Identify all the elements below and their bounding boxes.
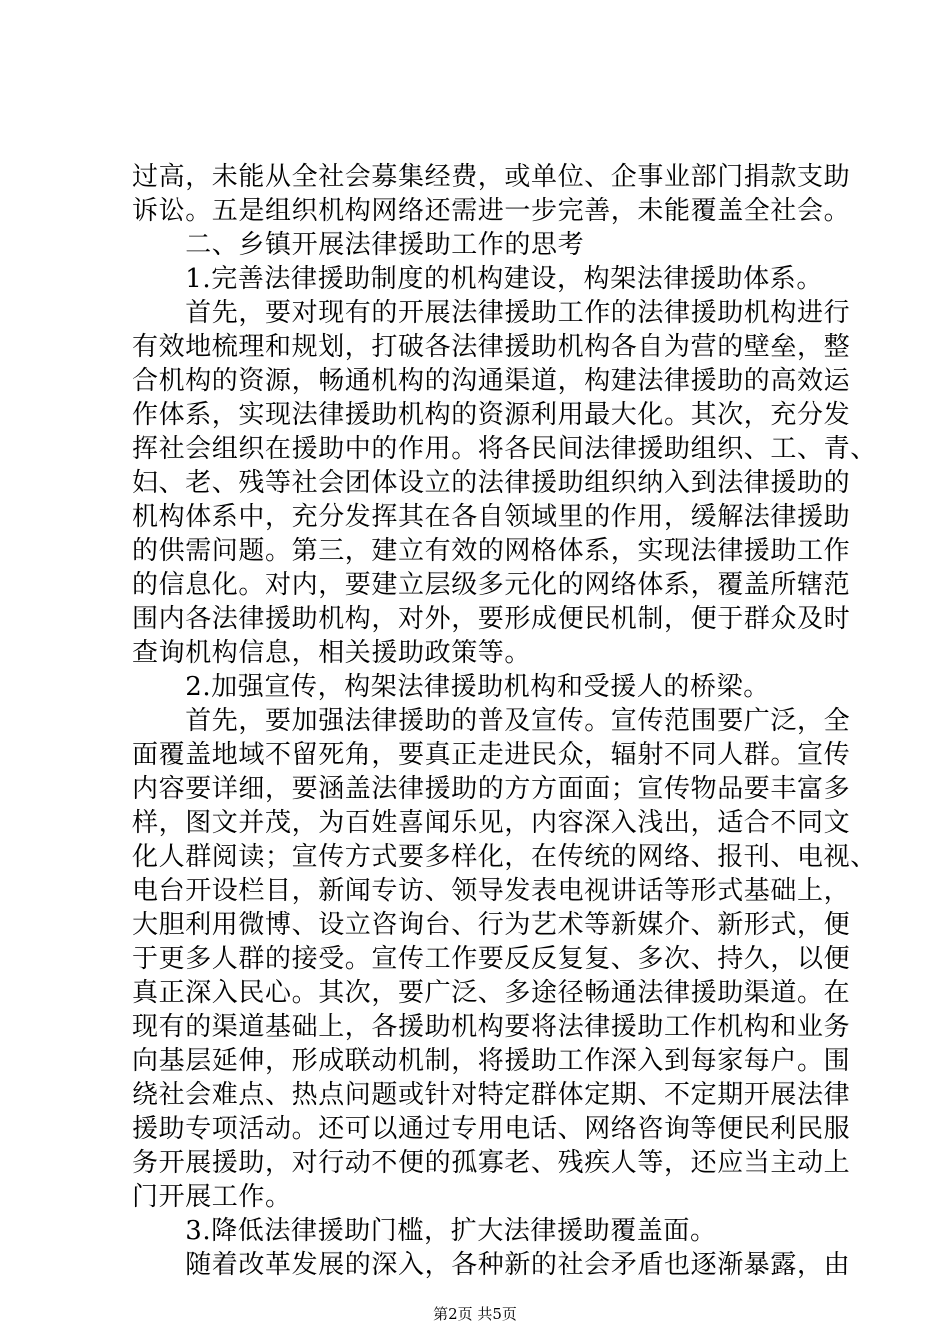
- subsection-heading: 2.加强宣传，构架法律援助机构和受援人的桥梁。: [132, 672, 770, 702]
- text-line: 真正深入民心。其次，要广泛、多途径畅通法律援助渠道。在: [132, 978, 851, 1008]
- text-line: 诉讼。五是组织机构网络还需进一步完善，未能覆盖全社会。: [132, 196, 851, 226]
- text-line: 挥社会组织在援助中的作用。将各民间法律援助组织、工、青、: [132, 434, 877, 464]
- subsection-heading: 3.降低法律援助门槛，扩大法律援助覆盖面。: [132, 1216, 717, 1246]
- text-line: 合机构的资源，畅通机构的沟通渠道，构建法律援助的高效运: [132, 366, 851, 396]
- text-line: 向基层延伸，形成联动机制，将援助工作深入到每家每户。围: [132, 1046, 851, 1076]
- text-line: 随着改革发展的深入，各种新的社会矛盾也逐渐暴露，由: [132, 1250, 851, 1280]
- text-line: 妇、老、残等社会团体设立的法律援助组织纳入到法律援助的: [132, 468, 851, 498]
- text-line: 的供需问题。第三，建立有效的网格体系，实现法律援助工作: [132, 536, 851, 566]
- text-line: 查询机构信息，相关援助政策等。: [132, 638, 532, 668]
- text-line: 围内各法律援助机构，对外，要形成便民机制，便于群众及时: [132, 604, 851, 634]
- text-line: 电台开设栏目，新闻专访、领导发表电视讲话等形式基础上，: [132, 876, 851, 906]
- page-footer: 第2页 共5页: [433, 1305, 517, 1323]
- text-line: 大胆利用微博、设立咨询台、行为艺术等新媒介、新形式，便: [132, 910, 851, 940]
- text-line: 援助专项活动。还可以通过专用电话、网络咨询等便民利民服: [132, 1114, 851, 1144]
- text-line: 务开展援助，对行动不便的孤寡老、残疾人等，还应当主动上: [132, 1148, 851, 1178]
- text-line: 过高，未能从全社会募集经费，或单位、企事业部门捐款支助: [132, 162, 851, 192]
- text-line: 现有的渠道基础上，各援助机构要将法律援助工作机构和业务: [132, 1012, 851, 1042]
- subsection-heading: 1.完善法律援助制度的机构建设，构架法律援助体系。: [132, 264, 824, 294]
- text-line: 机构体系中，充分发挥其在各自领域里的作用，缓解法律援助: [132, 502, 851, 532]
- text-line: 样，图文并茂，为百姓喜闻乐见，内容深入浅出，适合不同文: [132, 808, 851, 838]
- text-line: 作体系，实现法律援助机构的资源利用最大化。其次，充分发: [132, 400, 851, 430]
- text-line: 首先，要对现有的开展法律援助工作的法律援助机构进行: [132, 298, 851, 328]
- text-line: 首先，要加强法律援助的普及宣传。宣传范围要广泛，全: [132, 706, 851, 736]
- text-line: 化人群阅读；宣传方式要多样化，在传统的网络、报刊、电视、: [132, 842, 877, 872]
- text-line: 于更多人群的接受。宣传工作要反反复复、多次、持久，以便: [132, 944, 851, 974]
- text-line: 内容要详细，要涵盖法律援助的方方面面；宣传物品要丰富多: [132, 774, 851, 804]
- text-line: 绕社会难点、热点问题或针对特定群体定期、不定期开展法律: [132, 1080, 851, 1110]
- text-line: 门开展工作。: [132, 1182, 292, 1212]
- text-line: 面覆盖地域不留死角，要真正走进民众，辐射不同人群。宣传: [132, 740, 851, 770]
- section-heading: 二、乡镇开展法律援助工作的思考: [132, 230, 585, 260]
- text-line: 有效地梳理和规划，打破各法律援助机构各自为营的壁垒，整: [132, 332, 851, 362]
- text-line: 的信息化。对内，要建立层级多元化的网络体系，覆盖所辖范: [132, 570, 851, 600]
